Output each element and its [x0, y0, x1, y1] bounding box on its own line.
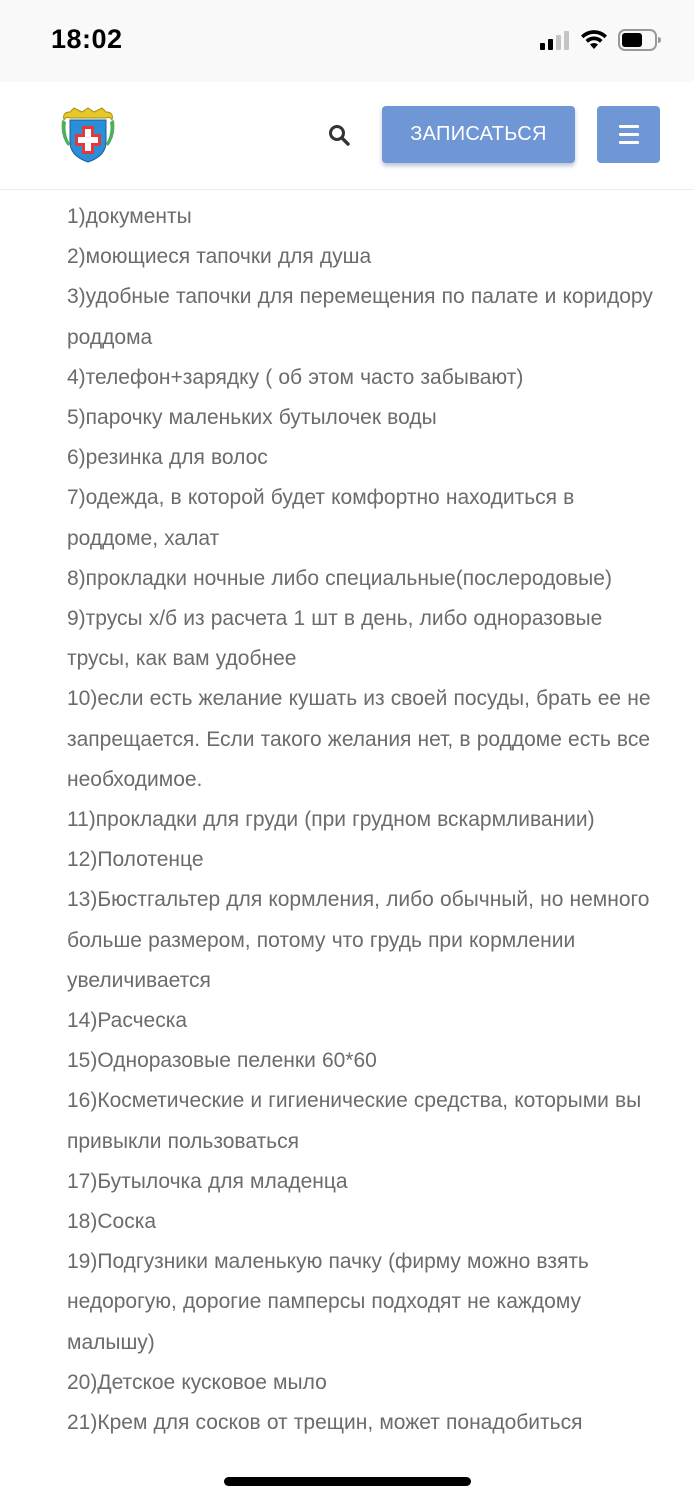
list-item: 7)одежда, в которой будет комфортно находиться в роддоме, халат — [67, 486, 575, 550]
list-item: 4)телефон+зарядку ( об этом часто забывают) — [67, 365, 524, 389]
list-item: 8)прокладки ночные либо специальные(послеродовые) — [67, 566, 612, 590]
hamburger-menu-icon-line — [619, 141, 639, 144]
list-item: 15)Одноразовые пеленки 60*60 — [67, 1049, 377, 1073]
signup-button[interactable]: ЗАПИСАТЬСЯ — [382, 106, 575, 163]
list-item: 3)удобные тапочки для перемещения по палате и коридору роддома — [67, 285, 653, 349]
hamburger-menu-icon-line — [619, 133, 639, 136]
search-icon — [328, 124, 350, 151]
coat-of-arms-logo-icon[interactable] — [60, 106, 116, 164]
list-item: 19)Подгузники маленькую пачку (фирму можно взять недорогую, дорогие памперсы подходят не каждому малышу) — [67, 1250, 589, 1354]
search-button[interactable] — [322, 120, 356, 154]
hamburger-menu-icon-line — [619, 125, 639, 128]
list-item: 21)Крем для сосков от трещин, может понадобиться — [67, 1411, 583, 1435]
list-item: 1)документы — [67, 205, 192, 228]
list-item: 12)Полотенце — [67, 848, 204, 872]
list-item: 6)резинка для волос — [67, 446, 268, 470]
site-header — [0, 82, 694, 190]
checklist — [67, 197, 667, 1443]
list-item: 2)моющиеся тапочки для душа — [67, 245, 372, 269]
list-item: 16)Косметические и гигиенические средства, которыми вы привыкли пользоваться — [67, 1089, 642, 1153]
list-item: 9)трусы х/б из расчета 1 шт в день, либо одноразовые трусы, как вам удобнее — [67, 607, 603, 671]
cellular-signal-icon — [540, 30, 570, 55]
list-item: 5)парочку маленьких бутылочек воды — [67, 406, 437, 430]
list-item: 17)Бутылочка для младенца — [67, 1169, 348, 1193]
list-item: 13)Бюстгальтер для кормления, либо обычный, но немного больше размером, потому что грудь при кормлении увеличивается — [67, 888, 650, 992]
wifi-icon — [580, 29, 608, 56]
list-item: 11)прокладки для груди (при грудном вскармливании) — [67, 808, 595, 832]
battery-icon — [618, 29, 662, 56]
status-time: 18:02 — [51, 24, 123, 54]
list-item: 14)Расческа — [67, 1009, 188, 1033]
list-item: 18)Соска — [67, 1210, 157, 1234]
list-item: 10)если есть желание кушать из своей посуды, брать ее не запрещается. Если такого желания нет, в роддоме есть все необходимое. — [67, 687, 651, 791]
list-item: 20)Детское кусковое мыло — [67, 1370, 327, 1394]
home-indicator[interactable] — [224, 1477, 471, 1486]
status-bar — [0, 0, 694, 82]
hamburger-menu-button[interactable] — [597, 106, 660, 163]
status-icons — [540, 30, 662, 54]
